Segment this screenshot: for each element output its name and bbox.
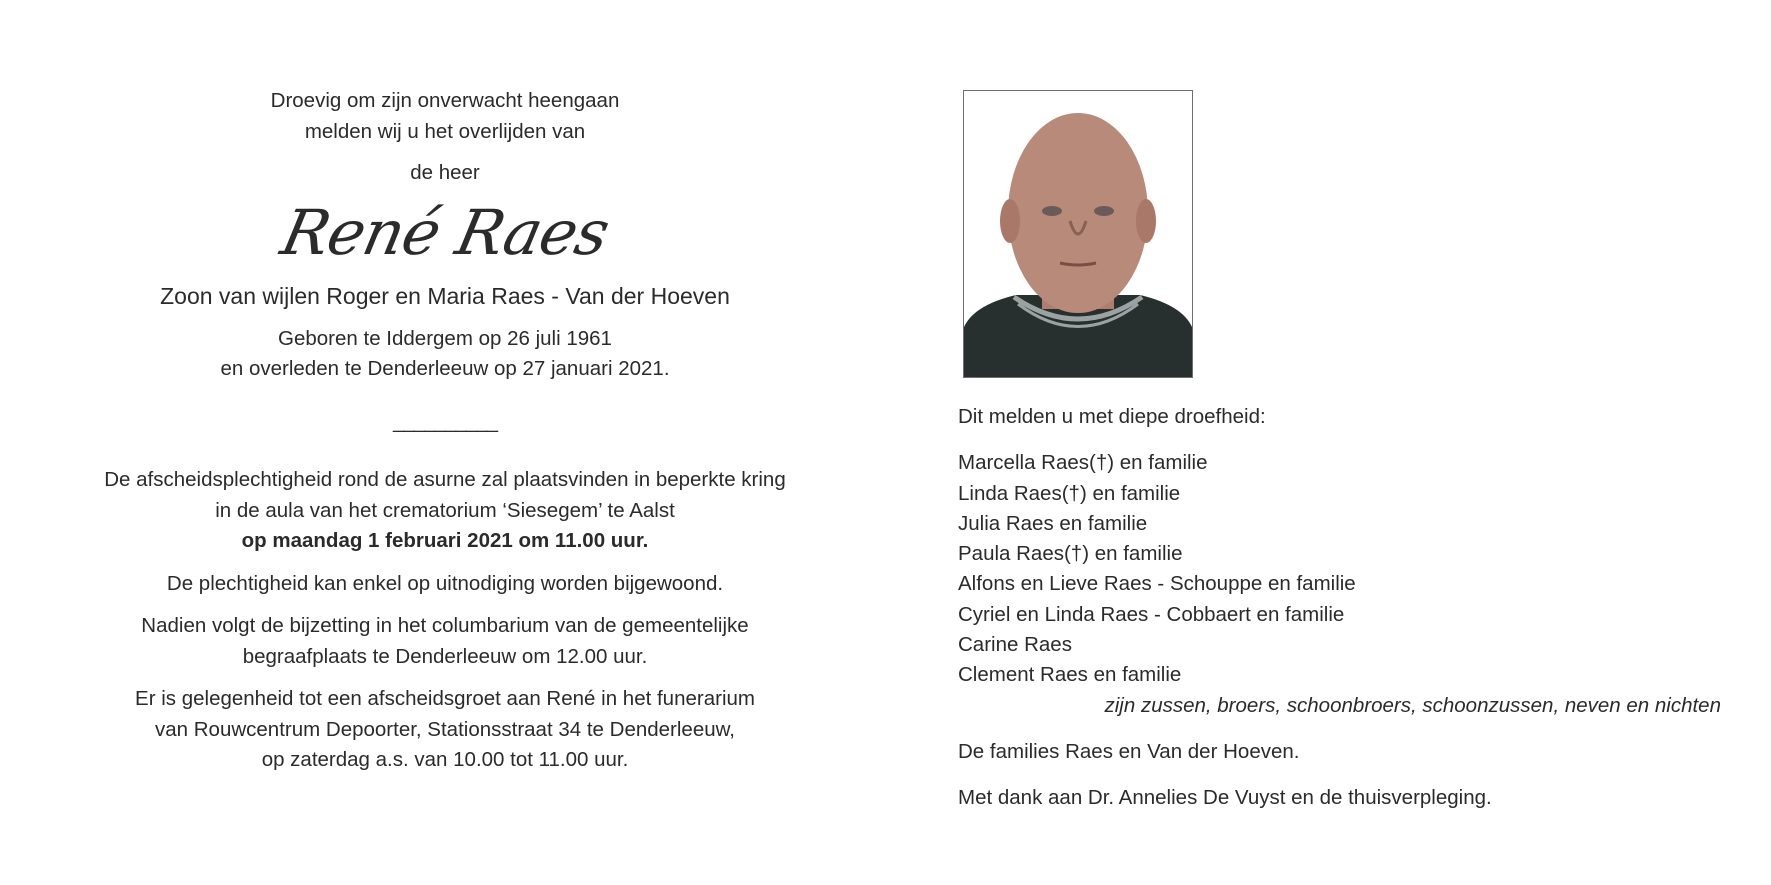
mourners-list [958,448,1721,690]
list-item: Julia Raes en familie [958,511,1148,535]
farewell-line: op zaterdag a.s. van 10.00 tot 11.00 uur. [261,748,629,771]
list-item: Clement Raes en familie [958,663,1182,687]
birth-line: Geboren te Iddergem op 26 juli 1961 [278,326,612,350]
ceremony-line: De afscheidsplechtigheid rond de asurne zal plaatsvinden in beperkte kring [104,468,786,491]
families-line: De families Raes en Van der Hoeven. [958,739,1300,763]
invite-only-note: De plechtigheid kan enkel op uitnodiging worden bijgewoond. [166,571,724,595]
burial-line: begraafplaats te Denderleeuw om 12.00 uur. [242,644,648,668]
announcement-column [60,86,830,776]
list-item: Paula Raes(†) en familie [958,542,1183,566]
list-item: Cyriel en Linda Raes - Cobbaert en familie [958,602,1345,626]
separator-line: __________ [392,409,497,433]
ceremony-date: op maandag 1 februari 2021 om 11.00 uur. [241,529,649,552]
death-line: en overleden te Denderleeuw op 27 januari 2021. [220,357,670,380]
honorific: de heer [410,161,480,184]
list-item: Alfons en Lieve Raes - Schouppe en familie [958,572,1356,596]
burial-line: Nadien volgt de bijzetting in het columbarium van de gemeentelijke [141,614,749,637]
deceased-name: René Raes [275,195,616,269]
list-item: Carine Raes [958,633,1072,657]
portrait-image [964,91,1192,377]
ceremony-line: in de aula van het crematorium ‘Siesegem’ te Aalst [215,498,675,522]
intro-line: Droevig om zijn onverwacht heengaan [270,89,620,112]
intro-line: melden wij u het overlijden van [304,119,586,143]
parents-line: Zoon van wijlen Roger en Maria Raes - Van der Hoeven [160,282,730,309]
thanks-line: Met dank aan Dr. Annelies De Vuyst en de thuisverpleging. [958,786,1492,810]
mourners-intro: Dit melden u met diepe droefheid: [958,405,1266,428]
relation-line: zijn zussen, broers, schoonbroers, schoonzussen, neven en nichten [1104,693,1721,717]
portrait-photo [963,90,1193,378]
farewell-line: Er is gelegenheid tot een afscheidsgroet aan René in het funerarium [135,687,755,710]
farewell-line: van Rouwcentrum Depoorter, Stationsstraat 34 te Denderleeuw, [154,717,736,741]
list-item: Linda Raes(†) en familie [958,481,1181,505]
list-item: Marcella Raes(†) en familie [958,451,1208,475]
mourners-column [958,402,1721,814]
